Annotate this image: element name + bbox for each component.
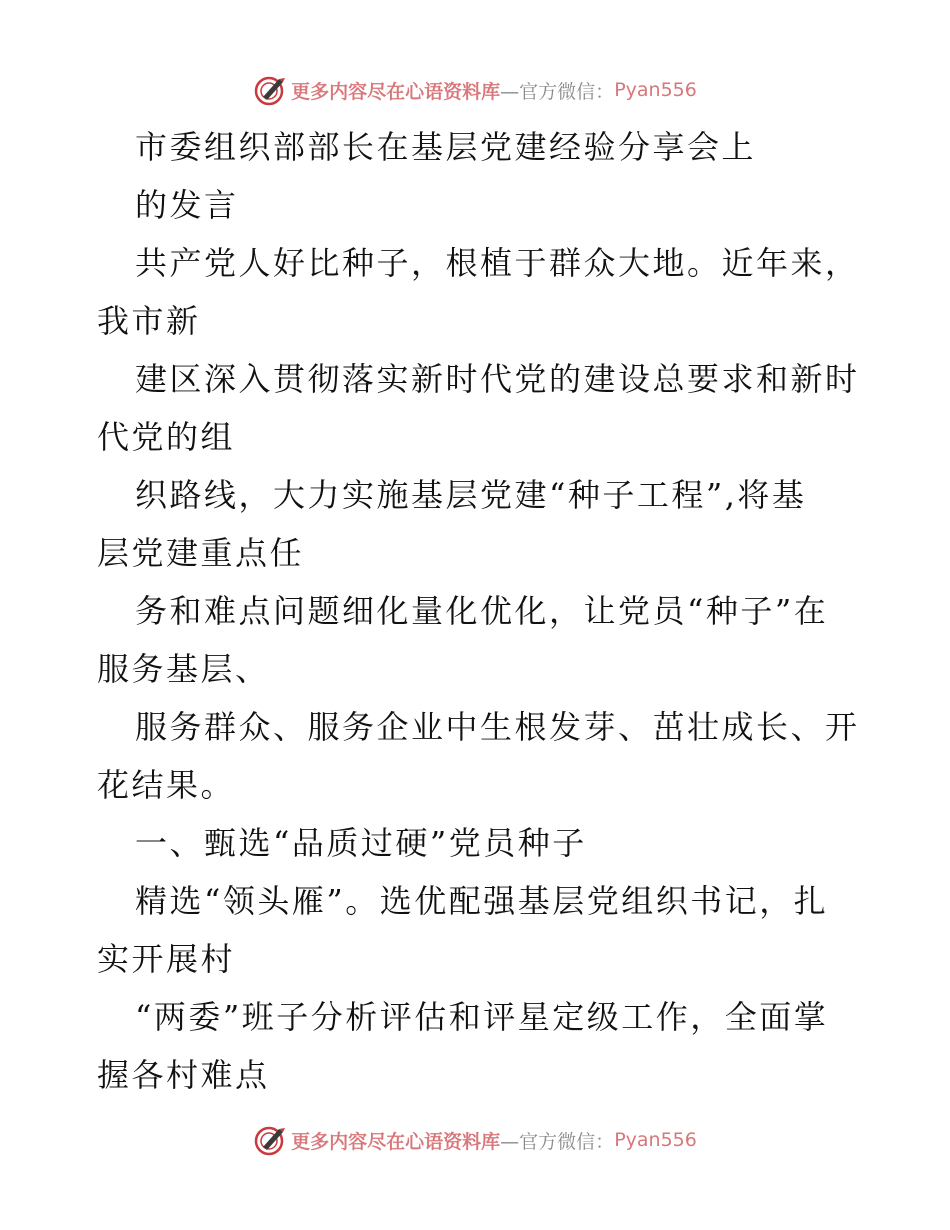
text-line: 织路线，大力实施基层党建“种子工程”,将基 bbox=[135, 476, 807, 514]
text-line: 层党建重点任 bbox=[97, 534, 305, 572]
banner-site-text: 更多内容尽在心语资料库 bbox=[291, 80, 501, 103]
text-line: 服务基层、 bbox=[97, 650, 270, 688]
text-line: 务和难点问题细化量化优化，让党员“种子”在 bbox=[135, 592, 829, 630]
text-line: 握各村难点 bbox=[97, 1056, 270, 1094]
text-line: 花结果。 bbox=[97, 766, 236, 804]
footer-watermark bbox=[0, 1120, 950, 1160]
text-line: 我市新 bbox=[97, 302, 201, 340]
banner-wechat-label: —官方微信： bbox=[500, 1130, 615, 1153]
pen-logo-icon bbox=[253, 73, 287, 107]
text-line: 精选“领头雁”。选优配强基层党组织书记，扎 bbox=[135, 882, 829, 920]
banner-wechat-id: Pyan556 bbox=[614, 79, 697, 101]
document-body bbox=[97, 118, 860, 1104]
text-line: 建区深入贯彻落实新时代党的建设总要求和新时 bbox=[135, 360, 860, 398]
text-line: 一、甄选“品质过硬”党员种子 bbox=[135, 824, 587, 862]
pen-logo-icon bbox=[253, 1123, 287, 1157]
text-line: 市委组织部部长在基层党建经验分享会上 bbox=[135, 128, 757, 166]
text-line: 实开展村 bbox=[97, 940, 236, 978]
banner-wechat-id: Pyan556 bbox=[614, 1129, 697, 1151]
text-line: 的发言 bbox=[135, 186, 239, 224]
banner-site-text: 更多内容尽在心语资料库 bbox=[291, 1130, 501, 1153]
text-line: 服务群众、服务企业中生根发芽、茁壮成长、开 bbox=[135, 708, 860, 746]
text-line: “两委”班子分析评估和评星定级工作，全面掌 bbox=[135, 998, 829, 1036]
header-watermark bbox=[0, 70, 950, 110]
text-line: 代党的组 bbox=[97, 418, 236, 456]
banner-wechat-label: —官方微信： bbox=[500, 80, 615, 103]
text-line: 共产党人好比种子，根植于群众大地。近年来， bbox=[135, 244, 860, 282]
